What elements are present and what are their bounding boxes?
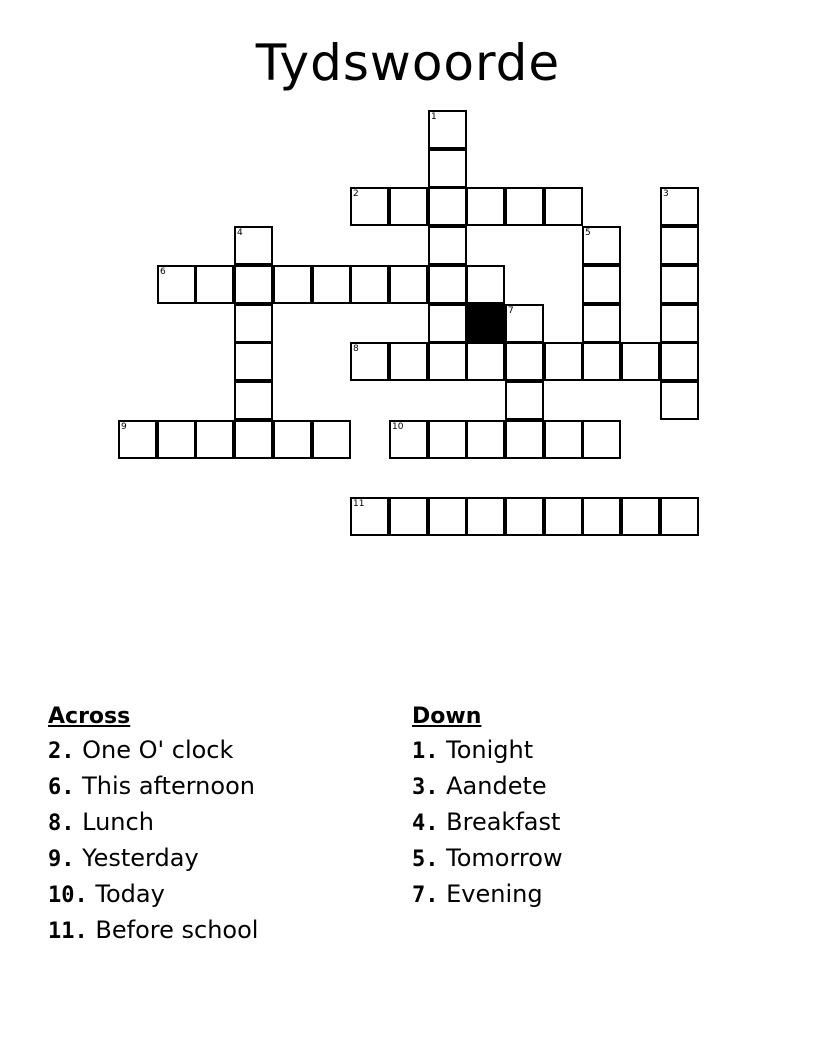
grid-cell[interactable] — [544, 342, 583, 381]
grid-cell[interactable] — [660, 497, 699, 536]
cell-number: 4 — [237, 228, 243, 238]
grid-cell[interactable] — [660, 226, 699, 265]
grid-cell[interactable] — [428, 497, 467, 536]
grid-cell[interactable] — [582, 420, 621, 459]
cell-number: 2 — [353, 189, 359, 199]
clue-number: 11. — [48, 919, 88, 944]
grid-cell[interactable] — [582, 304, 621, 343]
cell-number: 5 — [585, 228, 591, 238]
clue-number: 4. — [412, 811, 439, 836]
grid-cell[interactable] — [428, 149, 467, 188]
grid-cell[interactable] — [350, 497, 389, 536]
cell-number: 9 — [121, 422, 127, 432]
clue-text: One O' clock — [82, 736, 234, 764]
clue-text: Aandete — [446, 772, 547, 800]
cell-number: 7 — [508, 306, 514, 316]
grid-cell[interactable] — [234, 342, 273, 381]
grid-cell[interactable] — [428, 187, 467, 226]
across-clues — [48, 703, 258, 949]
grid-cell[interactable] — [312, 265, 351, 304]
grid-cell[interactable] — [389, 497, 428, 536]
grid-cell[interactable] — [466, 187, 505, 226]
grid-cell[interactable] — [660, 304, 699, 343]
clue-number: 3. — [412, 775, 439, 800]
clue-number: 8. — [48, 811, 75, 836]
grid-cell[interactable] — [118, 420, 157, 459]
grid-cell[interactable] — [312, 420, 351, 459]
grid-cell[interactable] — [428, 110, 467, 149]
cell-number: 10 — [392, 422, 404, 432]
grid-cell[interactable] — [505, 497, 544, 536]
grid-cell[interactable] — [544, 420, 583, 459]
clue-text: Today — [95, 880, 165, 908]
cell-number: 6 — [160, 267, 166, 277]
grid-cell[interactable] — [195, 420, 234, 459]
grid-cell[interactable] — [428, 265, 467, 304]
down-clues — [412, 703, 563, 913]
grid-cell[interactable] — [234, 304, 273, 343]
clue-text: Evening — [446, 880, 543, 908]
grid-cell[interactable] — [466, 342, 505, 381]
grid-cell[interactable] — [389, 265, 428, 304]
grid-cell[interactable] — [234, 265, 273, 304]
clue-number: 9. — [48, 847, 75, 872]
down-clue-7 — [412, 877, 563, 913]
grid-cell[interactable] — [389, 342, 428, 381]
grid-cell[interactable] — [582, 265, 621, 304]
grid-cell[interactable] — [505, 187, 544, 226]
grid-cell[interactable] — [621, 497, 660, 536]
clue-text: Lunch — [82, 808, 154, 836]
grid-cell[interactable] — [621, 342, 660, 381]
grid-cell[interactable] — [350, 265, 389, 304]
across-clue-2 — [48, 733, 258, 769]
cell-number: 8 — [353, 344, 359, 354]
across-clue-8 — [48, 805, 258, 841]
grid-cell[interactable] — [234, 381, 273, 420]
cell-number: 11 — [353, 499, 365, 509]
clue-text: Breakfast — [446, 808, 561, 836]
clue-number: 7. — [412, 883, 439, 908]
down-clue-1 — [412, 733, 563, 769]
shaded-square — [466, 304, 505, 343]
across-heading: Across — [48, 704, 131, 729]
clue-text: Yesterday — [82, 844, 199, 872]
clue-text: This afternoon — [82, 772, 255, 800]
grid-cell[interactable] — [428, 304, 467, 343]
down-clue-3 — [412, 769, 563, 805]
grid-cell[interactable] — [660, 381, 699, 420]
grid-cell[interactable] — [350, 342, 389, 381]
clue-number: 1. — [412, 739, 439, 764]
grid-cell[interactable] — [544, 497, 583, 536]
grid-cell[interactable] — [234, 420, 273, 459]
across-clue-6 — [48, 769, 258, 805]
grid-cell[interactable] — [273, 420, 312, 459]
grid-cell[interactable] — [273, 265, 312, 304]
grid-cell[interactable] — [466, 420, 505, 459]
clue-text: Tomorrow — [446, 844, 563, 872]
clue-number: 6. — [48, 775, 75, 800]
clue-number: 10. — [48, 883, 88, 908]
grid-cell[interactable] — [505, 420, 544, 459]
grid-cell[interactable] — [428, 342, 467, 381]
grid-cell[interactable] — [389, 420, 428, 459]
grid-cell[interactable] — [428, 226, 467, 265]
puzzle-title: Tydswoorde — [255, 34, 561, 92]
down-heading: Down — [412, 704, 482, 729]
cell-number: 1 — [431, 112, 437, 122]
grid-cell[interactable] — [428, 420, 467, 459]
grid-cell[interactable] — [466, 497, 505, 536]
grid-cell[interactable] — [389, 187, 428, 226]
across-clue-10 — [48, 877, 258, 913]
clue-number: 2. — [48, 739, 75, 764]
grid-cell[interactable] — [660, 187, 699, 226]
grid-cell[interactable] — [582, 342, 621, 381]
grid-cell[interactable] — [582, 497, 621, 536]
grid-cell[interactable] — [234, 226, 273, 265]
grid-cell[interactable] — [660, 342, 699, 381]
grid-cell[interactable] — [660, 265, 699, 304]
across-clue-11 — [48, 913, 258, 949]
grid-cell[interactable] — [157, 420, 196, 459]
grid-cell[interactable] — [195, 265, 234, 304]
clue-number: 5. — [412, 847, 439, 872]
grid-cell[interactable] — [350, 187, 389, 226]
grid-cell[interactable] — [466, 265, 505, 304]
grid-cell[interactable] — [505, 304, 544, 343]
down-clue-4 — [412, 805, 563, 841]
across-clue-9 — [48, 841, 258, 877]
grid-cell[interactable] — [157, 265, 196, 304]
grid-cell[interactable] — [505, 381, 544, 420]
grid-cell[interactable] — [582, 226, 621, 265]
clue-text: Before school — [95, 916, 259, 944]
clue-text: Tonight — [446, 736, 534, 764]
grid-cell[interactable] — [505, 342, 544, 381]
cell-number: 3 — [663, 189, 669, 199]
grid-cell[interactable] — [544, 187, 583, 226]
down-clue-5 — [412, 841, 563, 877]
